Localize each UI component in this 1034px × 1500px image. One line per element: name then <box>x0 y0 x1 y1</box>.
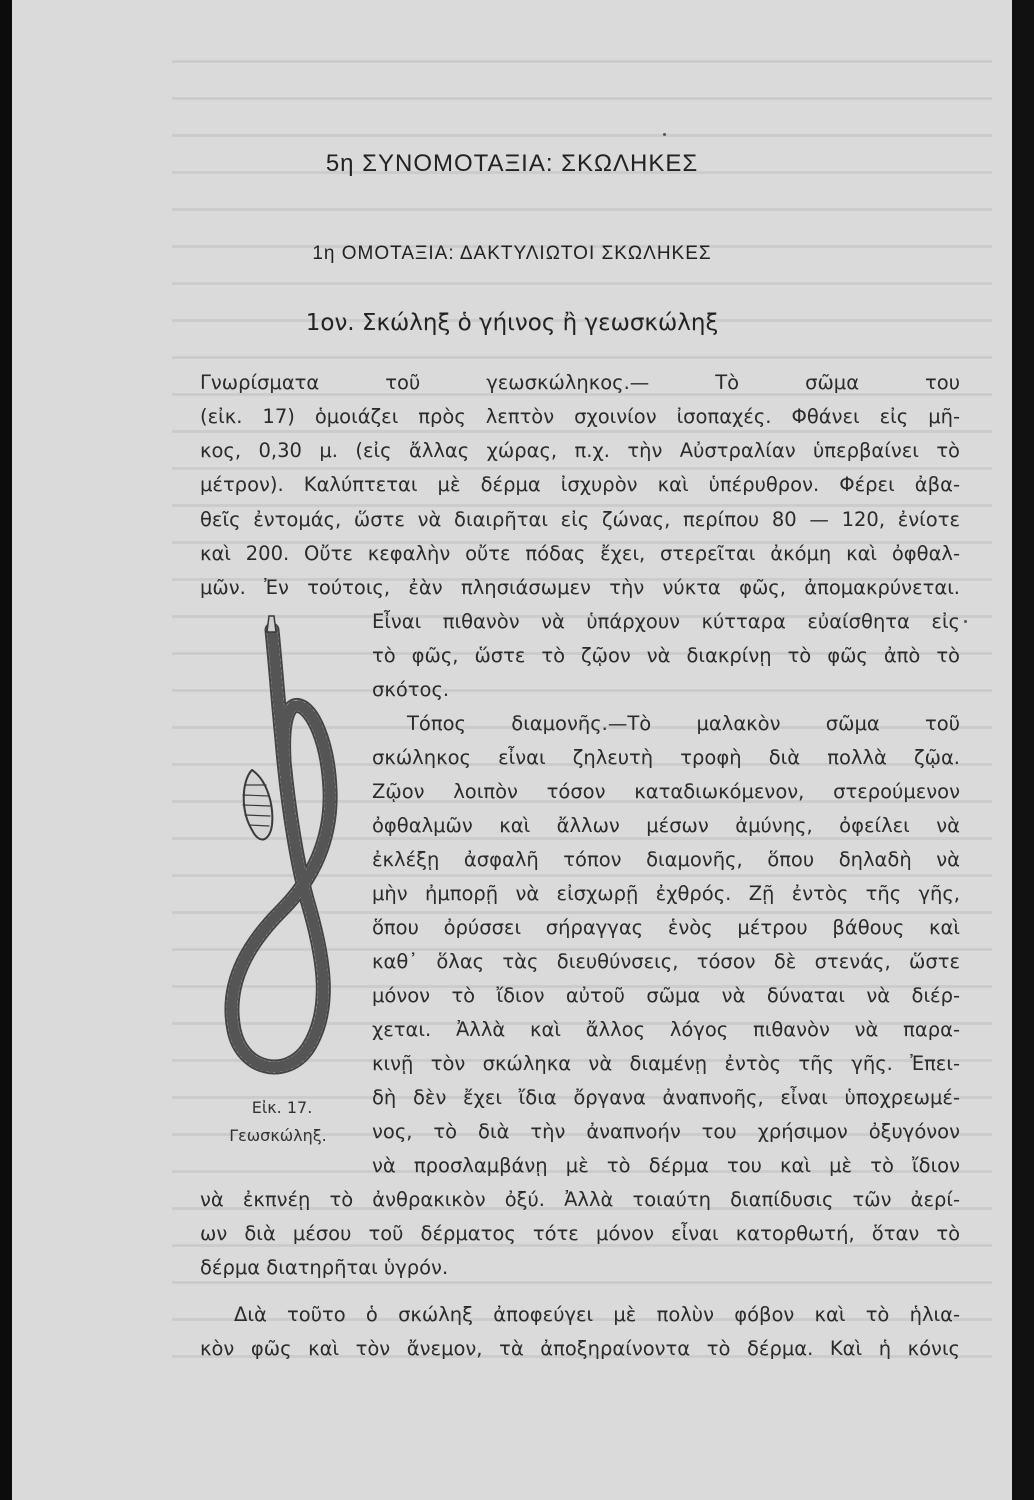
paragraph-line: καὶ 200. Οὔτε κεφαλὴν οὔτε πόδας ἔχει, στερεῖται ἀκόμη καὶ ὀφθαλ- <box>200 542 960 565</box>
paragraph-line: δὴ δὲν ἔχει ἴδια ὄργανα ἀναπνοῆς, εἶναι ὑποχρεωμέ- <box>372 1086 960 1109</box>
figure-caption-name: Γεωσκώληξ. <box>229 1126 327 1145</box>
paragraph-line: ὀφθαλμῶν καὶ ἄλλων μέσων ἀμύνης, ὀφείλει νὰ <box>372 814 960 837</box>
paragraph-line: Γνωρίσματα τοῦ γεωσκώληκος.— Τὸ σῶμα του <box>200 371 960 394</box>
paragraph-line: (εἰκ. 17) ὁμοιάζει πρὸς λεπτὸν σχοινίον ἰσοπαχές. Φθάνει εἰς μῆ- <box>200 405 960 428</box>
paragraph-line: κος, 0,30 μ. (εἰς ἄλλας χώρας, π.χ. τὴν Αὐστραλίαν ὑπερβαίνει τὸ <box>200 439 960 462</box>
paragraph-line: θεῖς ἐντομάς, ὥστε νὰ διαιρῆται εἰς ζώνας, περίπου 80 — 120, ἐνίοτε <box>200 508 960 531</box>
page-speck <box>663 133 666 136</box>
chapter-heading: 5η ΣΥΝΟΜΟΤΑΞΙΑ: ΣΚΩΛΗΚΕΣ <box>325 150 699 177</box>
paragraph-line: ὅπου ὀρύσσει σήραγγας ἑνὸς μέτρου βάθους καὶ <box>372 916 960 939</box>
paragraph-line: ἐκλέξῃ ἀσφαλῆ τόπον διαμονῆς, ὅπου δηλαδὴ νὰ <box>372 848 960 871</box>
paragraph-line: σκότος. <box>372 678 450 701</box>
paragraph-line: κινῇ τὸν σκώληκα νὰ διαμένῃ ἐντὸς τῆς γῆς. Ἐπει- <box>372 1052 960 1075</box>
document-page <box>12 0 1012 1500</box>
class-heading: 1η ΟΜΟΤΑΞΙΑ: ΔΑΚΤΥΛΙΩΤΟΙ ΣΚΩΛΗΚΕΣ <box>312 243 712 264</box>
earthworm-illustration <box>212 610 362 1090</box>
paragraph-line: Ζῷον λοιπὸν τόσον καταδιωκόμενον, στερούμενον <box>372 780 960 803</box>
paragraph-line: μῶν. Ἐν τούτοις, ἐὰν πλησιάσωμεν τὴν νύκτα φῶς, ἀπομακρύνεται. <box>200 576 960 599</box>
section-heading: 1ον. Σκώληξ ὁ γήινος ἢ γεωσκώληξ <box>305 310 719 336</box>
paragraph-line: τὸ φῶς, ὥστε τὸ ζῷον νὰ διακρίνῃ τὸ φῶς ἀπὸ τὸ <box>372 644 960 667</box>
paragraph-line: δέρμα διατηρῆται ὑγρόν. <box>200 1256 449 1279</box>
paragraph-line: χεται. Ἀλλὰ καὶ ἄλλος λόγος πιθανὸν νὰ παρα- <box>372 1018 960 1041</box>
paragraph-line: νος, τὸ διὰ τὴν ἀναπνοήν του χρήσιμον ὀξυγόνον <box>372 1120 960 1143</box>
paragraph-line: μὴν ἠμπορῇ νὰ εἰσχωρῇ ἐχθρός. Ζῇ ἐντὸς τῆς γῆς, <box>372 882 960 905</box>
paragraph-line: ων διὰ μέσου τοῦ δέρματος τότε μόνον εἶναι κατορθωτή, ὅταν τὸ <box>200 1222 960 1245</box>
paragraph-line: Διὰ τοῦτο ὁ σκώληξ ἀποφεύγει μὲ πολὺν φόβον καὶ τὸ ἡλια- <box>234 1303 960 1326</box>
paragraph-line: νὰ προσλαμβάνῃ μὲ τὸ δέρμα του καὶ μὲ τὸ ἴδιον <box>372 1154 960 1177</box>
paragraph-line: κὸν φῶς καὶ τὸν ἄνεμον, τὰ ἀποξηραίνοντα τὸ δέρμα. Καὶ ἡ κόνις <box>200 1337 960 1360</box>
paragraph-line: μέτρον). Καλύπτεται μὲ δέρμα ἰσχυρὸν καὶ ὑπέρυθρον. Φέρει ἀβα- <box>200 473 960 496</box>
figure-caption-number: Εἰκ. 17. <box>251 1098 313 1117</box>
paragraph-line: Εἶναι πιθανὸν νὰ ὑπάρχουν κύτταρα εὐαίσθητα εἰς <box>372 610 960 633</box>
paragraph-line: νὰ ἐκπνέῃ τὸ ἀνθρακικὸν ὀξύ. Ἀλλὰ τοιαύτη διαπίδυσις τῶν ἀερί- <box>200 1188 960 1211</box>
paragraph-line: Τόπος διαμονῆς.—Τὸ μαλακὸν σῶμα τοῦ <box>407 712 960 735</box>
paragraph-line: καθ᾿ ὅλας τὰς διευθύνσεις, τόσον δὲ στενάς, ὥστε <box>372 950 960 973</box>
page-speck <box>964 620 967 623</box>
paragraph-line: μόνον τὸ ἴδιον αὐτοῦ σῶμα νὰ δύναται νὰ διέρ- <box>372 984 960 1007</box>
scan-edge <box>1012 0 1034 1500</box>
paragraph-line: σκώληκος εἶναι ζηλευτὴ τροφὴ διὰ πολλὰ ζῷα. <box>372 746 960 769</box>
